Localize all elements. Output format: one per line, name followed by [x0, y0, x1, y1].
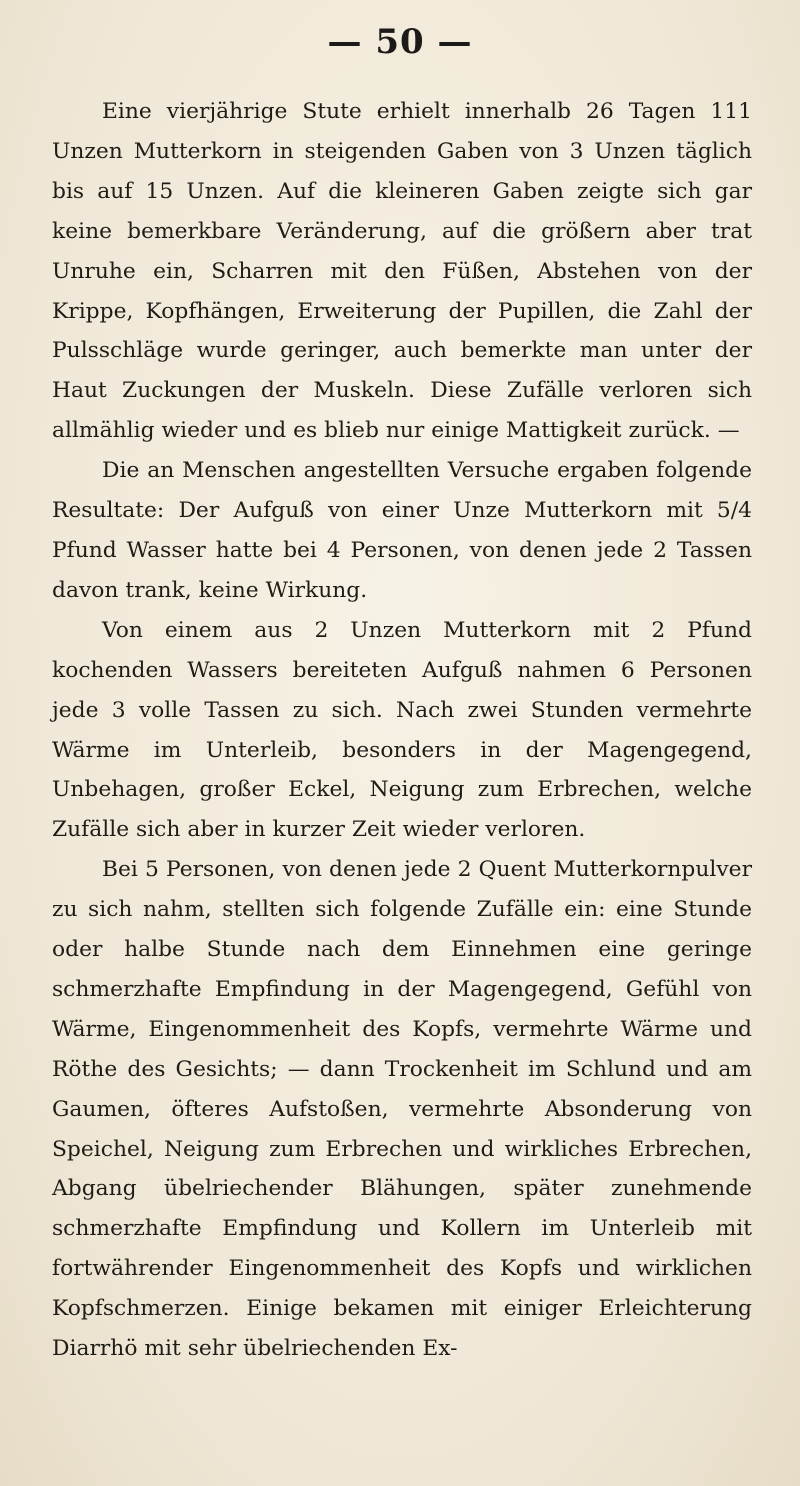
page-number: — 50 — [327, 22, 473, 62]
body-text [52, 92, 752, 1369]
paragraph: Von einem aus 2 Unzen Mutterkorn mit 2 Pfund kochenden Wassers bereiteten Aufguß nahmen 6 Personen jede 3 volle Tassen zu sich. Nach zwei Stunden vermehrte Wärme im Unterleib, besonders in der Magengegend, Unbehagen, großer Eckel, Neigung zum Erbrechen, welche Zufälle sich aber in kurzer Zeit wieder verloren. [52, 617, 752, 843]
paragraph: Bei 5 Personen, von denen jede 2 Quent Mutterkornpulver zu sich nahm, stellten sich folgende Zufälle ein: eine Stunde oder halbe Stunde nach dem Einnehmen eine geringe schmerzhafte Empfindung in der Magengegend, Gefühl von Wärme, Eingenommenheit des Kopfs, vermehrte Wärme und Röthe des Gesichts; — dann Trockenheit im Schlund und am Gaumen, öfteres Aufstoßen, vermehrte Absonderung von Speichel, Neigung zum Erbrechen und wirkliches Erbrechen, Abgang übelriechender Blähungen, später zunehmende schmerzhafte Empfindung und Kollern im Unterleib mit fortwährender Eingenommenheit des Kopfs und wirklichen Kopfschmerzen. Einige bekamen mit einiger Erleichterung Diarrhö mit sehr übelriechenden Ex- [52, 857, 752, 1362]
paragraph: Eine vierjährige Stute erhielt innerhalb 26 Tagen 111 Unzen Mutterkorn in steigenden Gaben von 3 Unzen täglich bis auf 15 Unzen. Auf die kleineren Gaben zeigte sich gar keine bemerkbare Veränderung, auf die größern aber trat Unruhe ein, Scharren mit den Füßen, Abstehen von der Krippe, Kopfhängen, Erweiterung der Pupillen, die Zahl der Pulsschläge wurde geringer, auch bemerkte man unter der Haut Zuckungen der Muskeln. Diese Zufälle verloren sich allmählig wieder und es blieb nur einige Mattigkeit zurück. — [52, 99, 752, 444]
paragraph: Die an Menschen angestellten Versuche ergaben folgende Resultate: Der Aufguß von einer Unze Mutterkorn mit 5/4 Pfund Wasser hatte bei 4 Personen, von denen jede 2 Tassen davon trank, keine Wirkung. [52, 458, 752, 603]
